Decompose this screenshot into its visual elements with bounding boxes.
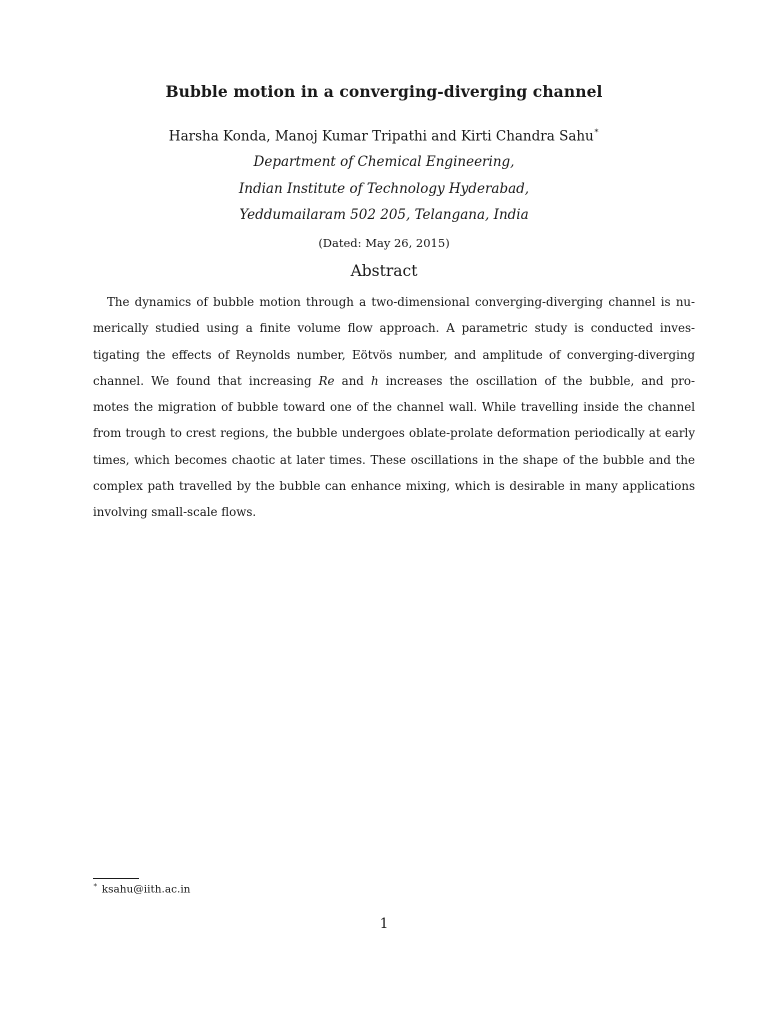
affiliation-institute: Indian Institute of Technology Hyderabad, xyxy=(238,181,530,197)
page-number: 1 xyxy=(379,916,389,932)
abstract-text: increases the oscillation of the bubble, and pro- xyxy=(378,373,695,388)
reynolds-symbol: Re xyxy=(318,373,335,388)
abstract-line: The dynamics of bubble motion through a two-dimensional converging-diverging channel is nu- xyxy=(107,295,695,309)
footnote-rule xyxy=(93,878,139,879)
abstract-body xyxy=(93,289,695,526)
abstract-line: complex path travelled by the bubble can enhance mixing, which is desirable in many applications xyxy=(93,479,695,494)
footnote-mark: ∗ xyxy=(93,881,98,889)
abstract-line-with-symbols xyxy=(93,368,695,394)
dated-line: (Dated: May 26, 2015) xyxy=(318,236,450,250)
abstract-line: from trough to crest regions, the bubble undergoes oblate-prolate deformation periodically at early xyxy=(93,426,695,441)
author-names: Harsha Konda, Manoj Kumar Tripathi and Kirti Chandra Sahu xyxy=(168,128,594,145)
abstract-line: tigating the effects of Reynolds number, Eötvös number, and amplitude of converging-diverging xyxy=(93,347,695,362)
affiliation-department: Department of Chemical Engineering, xyxy=(253,154,515,170)
abstract-line: times, which becomes chaotic at later times. These oscillations in the shape of the bubble and the xyxy=(93,452,695,467)
abstract-text: channel. We found that increasing xyxy=(93,373,319,388)
abstract-line: merically studied using a finite volume flow approach. A parametric study is conducted inves- xyxy=(93,321,695,336)
abstract-line: motes the migration of bubble toward one of the channel wall. While travelling inside the channel xyxy=(93,400,695,415)
amplitude-symbol: h xyxy=(370,373,379,388)
corresponding-author-mark: ∗ xyxy=(593,126,600,135)
abstract-line: involving small-scale flows. xyxy=(93,505,257,520)
paper-title: Bubble motion in a converging-diverging channel xyxy=(165,82,603,101)
author-list xyxy=(0,128,768,145)
abstract-text: and xyxy=(334,373,371,388)
footnote-email: ksahu@iith.ac.in xyxy=(101,883,191,896)
abstract-heading: Abstract xyxy=(350,262,418,280)
affiliation-address: Yeddumailaram 502 205, Telangana, India xyxy=(239,207,529,223)
footnote xyxy=(93,882,190,896)
